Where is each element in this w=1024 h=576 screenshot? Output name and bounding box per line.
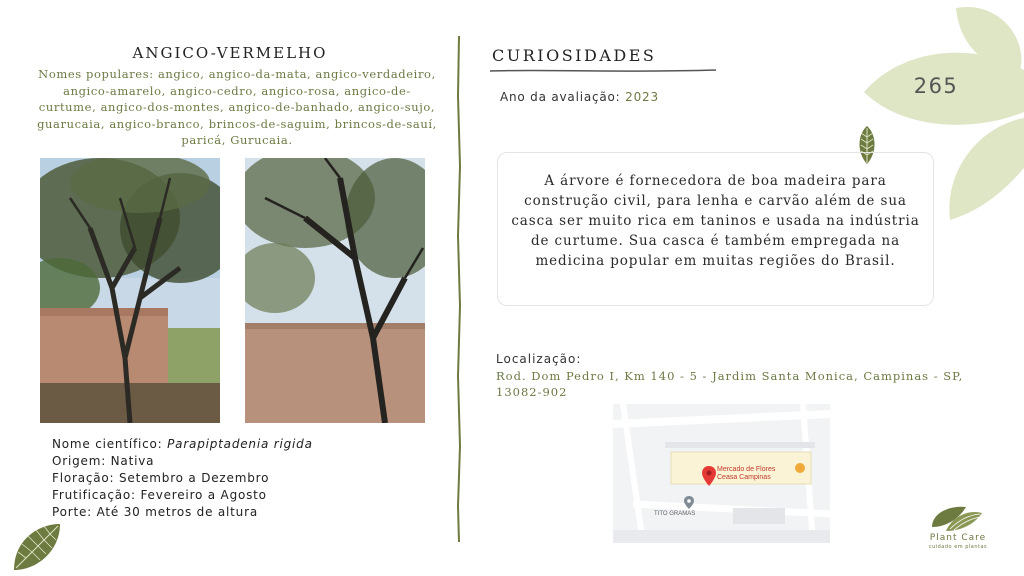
species-facts	[52, 436, 313, 521]
brand-logo-icon	[930, 503, 982, 533]
location-map[interactable]	[613, 404, 830, 543]
map-pin-icon	[702, 466, 716, 486]
scientific-name-label: Nome científico:	[52, 437, 168, 451]
title-underline	[490, 68, 716, 74]
page-number: 265	[913, 74, 959, 98]
leaf-icon	[949, 118, 1024, 220]
location-address: Rod. Dom Pedro I, Km 140 - 5 - Jardim Santa Monica, Campinas - SP, 13082-902	[496, 369, 964, 399]
popular-names: Nomes populares: angico, angico-da-mata, angico-verdadeiro, angico-amarelo, angico-cedro, angico-rosa, angico-de-curtume, angico-dos-montes, angico-de-banhado, angico-sujo, guarucaia, angico-branco, brincos-de-saguim, brincos-de-sauí, paricá, Gurucaia.	[37, 67, 437, 147]
origin-row: Origem: Nativa	[52, 454, 155, 468]
year-value: 2023	[625, 90, 659, 104]
brand-name: Plant Care	[929, 533, 987, 543]
year-label: Ano da avaliação:	[500, 90, 626, 104]
map-place-line1: Mercado de Flores	[717, 466, 776, 473]
brand-tagline: cuidado em plantas	[928, 544, 988, 550]
tree-photo-2	[245, 158, 425, 423]
map-poi-label: TITO GRAMAS	[654, 511, 696, 517]
curiosity-text: A árvore é fornecedora de boa madeira para construção civil, para lenha e carvão além de sua casca ser muito rica em taninos e usada na indústria de curtume. Sua casca é também empregada na medicina popular em muitas regiões do Brasil.	[511, 173, 920, 269]
size-row: Porte: Até 30 metros de altura	[52, 505, 258, 519]
map-place-line2: Ceasa Campinas	[717, 474, 771, 481]
scientific-name-value: Parapiptadenia rigida	[167, 437, 313, 451]
fruiting-row: Frutificação: Fevereiro a Agosto	[52, 488, 267, 502]
flowering-row: Floração: Setembro a Dezembro	[52, 471, 270, 485]
map-place-label	[717, 466, 775, 482]
species-title: ANGICO-VERMELHO	[132, 44, 328, 62]
column-divider	[455, 36, 463, 542]
map-pin-icon	[684, 496, 694, 509]
brand	[918, 533, 998, 550]
section-title: CURIOSIDADES	[492, 46, 657, 65]
evaluation-year	[500, 90, 659, 104]
scientific-name-row	[52, 436, 313, 453]
tree-photo-1	[40, 158, 220, 423]
leaf-icon	[8, 520, 64, 576]
location-label: Localização:	[496, 352, 582, 366]
